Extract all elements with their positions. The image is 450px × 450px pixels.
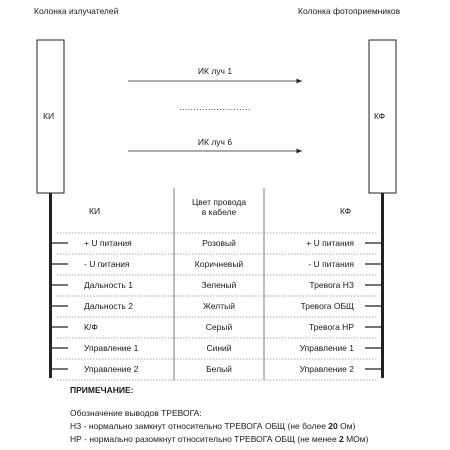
row-7-color: Белый xyxy=(206,364,232,374)
row-6-emitter: Управление 1 xyxy=(84,343,139,353)
note-line-2: НЗ - нормально замкнут относительно ТРЕВОГА ОБЩ (не более 20 Ом) xyxy=(70,421,356,431)
row-4-emitter: Дальность 2 xyxy=(84,301,133,311)
table-header-wire-color-1: Цвет провода xyxy=(191,197,247,207)
row-3-receiver: Тревога НЗ xyxy=(309,280,354,290)
note-title: ПРИМЕЧАНИЕ: xyxy=(70,385,134,395)
beam-1-label: ИК луч 1 xyxy=(197,66,233,76)
row-2-emitter: - U питания xyxy=(84,259,130,269)
row-1-receiver: + U питания xyxy=(306,238,354,248)
row-4-receiver: Тревога ОБЩ xyxy=(300,301,354,311)
table-header-receiver: КФ xyxy=(340,206,352,216)
row-2-receiver: - U питания xyxy=(308,259,354,269)
row-3-emitter: Дальность 1 xyxy=(84,280,133,290)
table-header-wire-color-2: в кабеле xyxy=(201,207,237,217)
table-header-emitter: КИ xyxy=(89,206,101,216)
emitter-column-title: Колонка излучателей xyxy=(34,6,119,16)
receiver-box-label: КФ xyxy=(374,111,386,121)
row-7-emitter: Управление 2 xyxy=(84,364,139,374)
row-1-emitter: + U питания xyxy=(84,238,132,248)
row-7-receiver: Управление 2 xyxy=(299,364,354,374)
receiver-column-title: Колонка фотоприемников xyxy=(298,6,401,16)
note-line-3: НР - нормально разомкнут относительно ТРЕВОГА ОБЩ (не менее 2 МОм) xyxy=(70,434,369,444)
note-line-1: Обозначение выводов ТРЕВОГА: xyxy=(70,408,202,418)
row-4-color: Желтый xyxy=(203,301,235,311)
row-5-receiver: Тревога НР xyxy=(308,322,354,332)
row-3-color: Зеленый xyxy=(201,280,237,290)
row-5-color: Серый xyxy=(205,322,233,332)
row-6-receiver: Управление 1 xyxy=(299,343,354,353)
beam-6-label: ИК луч 6 xyxy=(197,137,233,147)
row-2-color: Коричневый xyxy=(194,259,244,269)
row-6-color: Синий xyxy=(206,343,232,353)
emitter-box-label: КИ xyxy=(43,111,55,121)
row-1-color: Розовый xyxy=(202,238,236,248)
row-5-emitter: К/Ф xyxy=(84,322,98,332)
beams-ellipsis: ......................... xyxy=(179,102,251,112)
